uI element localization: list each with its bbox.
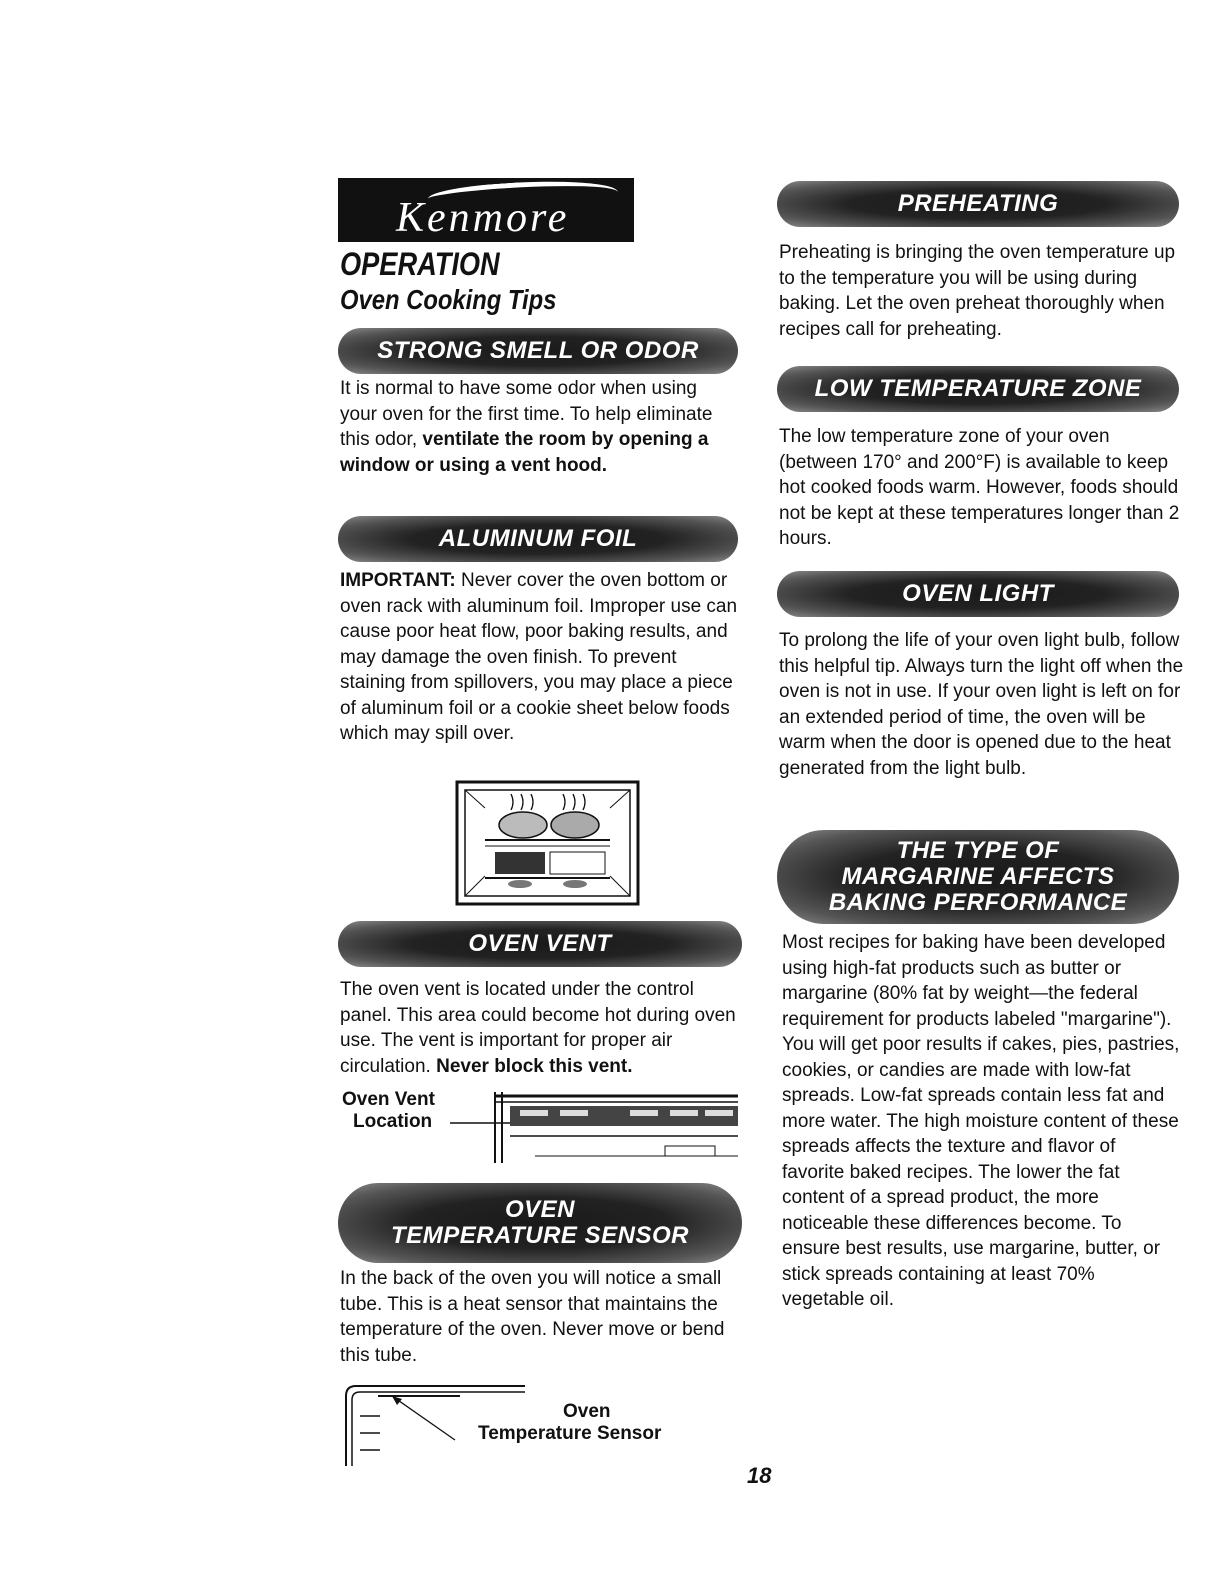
sensor-label-line1: Oven xyxy=(563,1401,611,1422)
page-number: 18 xyxy=(747,1463,772,1488)
smell-text xyxy=(340,376,735,478)
sensor-label-line2: Temperature Sensor xyxy=(478,1423,662,1444)
kenmore-logo xyxy=(338,178,634,242)
sensor-text: In the back of the oven you will notice a small tube. This is a heat sensor that maintains the temperature of the oven. Never move or bend this tube. xyxy=(340,1268,725,1366)
foil-text xyxy=(340,568,740,747)
smell-text-regular: It is normal to have some odor when using your oven for the first time. To help eliminate this odor, xyxy=(340,378,713,450)
banner-aluminum-foil: ALUMINUM FOIL xyxy=(338,516,738,562)
margarine-title-line3: BAKING PERFORMANCE xyxy=(828,888,1128,916)
preheating-text: Preheating is bringing the oven temperature up to the temperature you will be using during baking. Let the oven preheat thoroughly when recipes call for preheating. xyxy=(779,242,1176,340)
margarine-title-line2: MARGARINE AFFECTS xyxy=(841,863,1115,891)
vent-label-line2: Location xyxy=(353,1111,433,1132)
logo-wordmark: Kenmore xyxy=(396,195,570,241)
page-subtitle: Oven Cooking Tips xyxy=(340,284,557,315)
section-title: OPERATION xyxy=(340,246,500,282)
banner-margarine xyxy=(777,830,1179,924)
vent-text-bold: Never block this vent. xyxy=(436,1055,633,1077)
banner-oven-temperature-sensor xyxy=(338,1183,742,1263)
margarine-title-line1: THE TYPE OF xyxy=(896,837,1060,865)
banner-low-temperature-zone: LOW TEMPERATURE ZONE xyxy=(777,366,1179,412)
foil-important: IMPORTANT: xyxy=(340,570,456,591)
foil-text-regular: Never cover the oven bottom or oven rack with aluminum foil. Improper use can cause poor heat flow, poor baking results, and may damage the oven finish. To prevent staining from spillovers, you may place a piece of aluminum foil or a cookie sheet below foods which may spill over. xyxy=(340,570,738,744)
banner-strong-smell: STRONG SMELL OR ODOR xyxy=(338,328,738,374)
light-text: To prolong the life of your oven light bulb, follow this helpful tip. Always turn the light off when the oven is not in use. If your oven light is left on for an extended period of time, the oven will be warm when the door is opened due to the heat generated from the light bulb. xyxy=(779,630,1184,779)
vent-text xyxy=(340,977,740,1079)
lowtemp-text: The low temperature zone of your oven (between 170° and 200°F) is available to keep hot cooked foods warm. However, foods should not be kept at these temperatures longer than 2 hours. xyxy=(779,426,1180,549)
oven-vent-diagram xyxy=(440,1088,740,1168)
oven-foil-illustration xyxy=(455,780,640,906)
sensor-title-line2: TEMPERATURE SENSOR xyxy=(391,1222,689,1249)
vent-text-regular: The oven vent is located under the control panel. This area could become hot during oven use. The vent is important for proper air circulation. xyxy=(340,979,736,1077)
banner-preheating: PREHEATING xyxy=(777,181,1179,227)
margarine-text: Most recipes for baking have been developed using high-fat products such as butter or margarine (80% fat by weight—the federal requirement for products labeled "margarine"). You will get poor results if cakes, pies, pastries, cookies, or candies are made with low-fat spreads. Low-fat spreads contain less fat and more water. The high moisture content of these spreads affects the texture and flavor of favorite baked recipes. The lower the fat content of a spread product, the more noticeable these differences become. To ensure best results, use margarine, butter, or stick spreads containing at least 70% vegetable oil. xyxy=(782,932,1180,1310)
vent-label-line1: Oven Vent xyxy=(342,1089,435,1110)
banner-oven-vent: OVEN VENT xyxy=(338,921,742,967)
banner-oven-light: OVEN LIGHT xyxy=(777,571,1179,617)
sensor-title-line1: OVEN xyxy=(504,1196,575,1224)
smell-text-bold: ventilate the room by opening a window or using a vent hood. xyxy=(340,429,709,476)
